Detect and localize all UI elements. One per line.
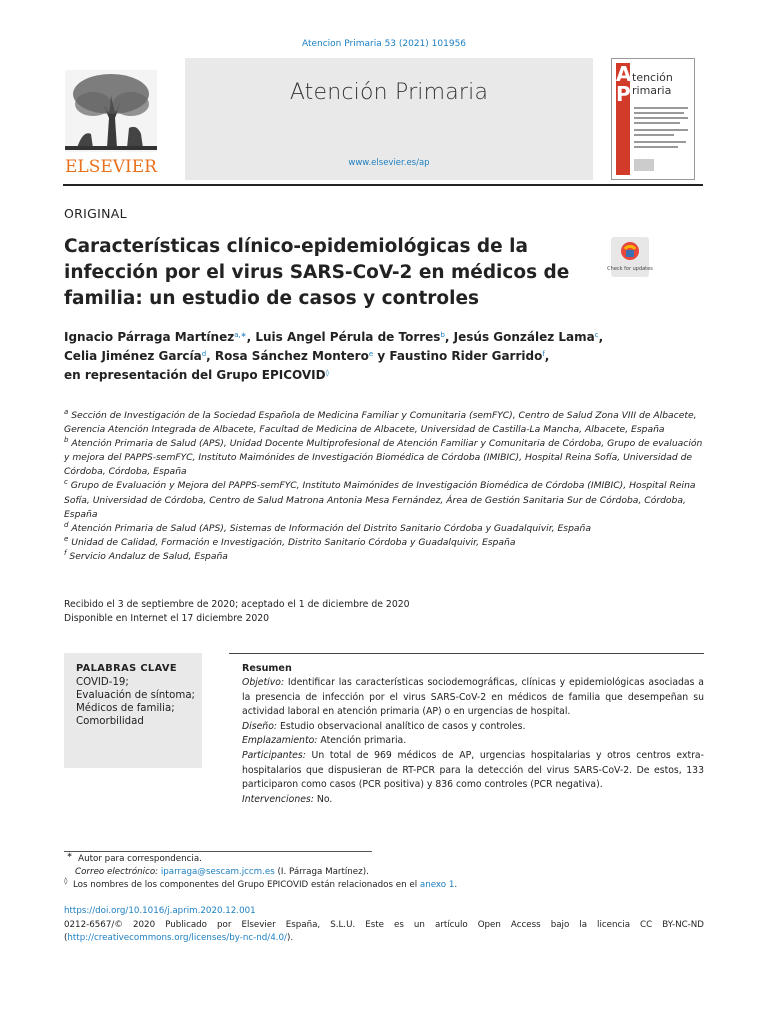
journal-title: Atención Primaria	[289, 80, 489, 105]
cover-title-line2: rimaria	[632, 84, 672, 97]
journal-url[interactable]: www.elsevier.es/ap	[348, 158, 430, 168]
group-note-text: Los nombres de los componentes del Grupo EPICOVID están relacionados en el	[73, 880, 418, 891]
abstract-section-label: Emplazamiento:	[242, 735, 318, 747]
abstract-section	[242, 749, 704, 793]
abstract-section	[242, 720, 704, 735]
email-label: Correo electrónico:	[75, 867, 159, 878]
author-list	[64, 328, 704, 385]
doi-link[interactable]: https://doi.org/10.1016/j.aprim.2020.12.001	[64, 906, 256, 916]
abstract-section-text: No.	[316, 793, 333, 805]
corresponding-author-note	[64, 853, 704, 866]
corresponding-mark: ∗	[66, 851, 73, 859]
affiliation-item	[64, 409, 710, 437]
affiliation-text: Sección de Investigación de la Sociedad Española de Medicina Familiar y Comunitaria (semFYC), Centro de Salud Zona VIII de Albacete, Gerencia Atención Integrada de Albacete, Facultad de Medicina de Albacete, Universidad de Castilla-La Mancha, Albacete, España	[64, 410, 697, 436]
author-separator: ,	[598, 330, 604, 344]
affiliation-list	[64, 409, 710, 564]
author-name: Ignacio Párraga Martínez	[64, 330, 235, 344]
affiliation-text: Grupo de Evaluación y Mejora del PAPPS-semFYC, Instituto Maimónides de Investigación Biomédica de Córdoba (IMIBIC), Hospital Reina Sofía, Universidad de Córdoba, Centro de Salud Matrona Antonia Mesa Fernández, Área de Gestión Sanitaria Sur de Córdoba, Córdoba, España	[64, 480, 696, 520]
cover-title-line1: tención	[632, 71, 673, 84]
author-separator: ,	[246, 330, 256, 344]
abstract	[242, 662, 704, 807]
masthead	[63, 58, 703, 186]
keyword-item: Comorbilidad	[76, 716, 144, 727]
affiliation-text: Atención Primaria de Salud (APS), Sistemas de Información del Distrito Sanitario Córdoba y Guadalquivir, España	[71, 522, 591, 534]
author-email-link[interactable]: iparraga@sescam.jccm.es	[160, 867, 275, 878]
article-dates	[64, 598, 410, 626]
email-owner: (I. Párraga Martínez).	[277, 867, 369, 878]
abstract-section-label: Objetivo:	[242, 677, 285, 688]
abstract-section-text: Atención primaria.	[320, 735, 407, 747]
elsevier-tree-icon	[63, 68, 159, 178]
abstract-section	[242, 676, 704, 720]
abstract-section-label: Diseño:	[242, 720, 278, 732]
masthead-divider	[63, 184, 703, 186]
abstract-heading: Resumen	[242, 663, 292, 674]
footnotes	[64, 853, 704, 893]
affiliation-item	[64, 536, 710, 550]
author-separator: y	[373, 349, 390, 363]
keywords-box	[64, 653, 202, 768]
author-name: Jesús González Lama	[453, 330, 595, 344]
crossmark-label: Check for updates	[607, 266, 653, 272]
article-title: Características clínico-epidemiológicas de la infección por el virus SARS-CoV-2 en médicos de familia: un estudio de casos y controles	[64, 236, 570, 309]
journal-citation[interactable]: Atencion Primaria 53 (2021) 101956	[301, 39, 467, 49]
abstract-divider	[229, 653, 704, 654]
footnote-divider	[64, 851, 372, 852]
license-text: 0212-6567/© 2020 Publicado por Elsevier España, S.L.U. Este es un artículo Open Access bajo la licencia CC BY-NC-ND (	[64, 920, 704, 944]
corresponding-text: Autor para correspondencia.	[78, 854, 202, 864]
abstract-section-text: Un total de 969 médicos de AP, urgencias hospitalarias y otros centros extra-hospitalarios que dispusieran de RT-PCR para la detección del virus SARS-CoV-2. De estos, 133 participaron como casos (PCR positiva) y 836 como controles (PCR negativa).	[242, 749, 704, 791]
keyword-item: Médicos de familia;	[76, 703, 175, 714]
affiliation-item	[64, 479, 710, 521]
affiliation-text: Unidad de Calidad, Formación e Investigación, Distrito Sanitario Córdoba y Guadalquivir, España	[71, 536, 516, 548]
author-separator: ,	[444, 330, 454, 344]
license-statement	[64, 919, 704, 945]
svg-text:A: A	[616, 62, 632, 86]
received-accepted-date: Recibido el 3 de septiembre de 2020; aceptado el 1 de diciembre de 2020	[64, 599, 410, 610]
online-date: Disponible en Internet el 17 diciembre 2020	[64, 613, 270, 624]
affiliation-text: Servicio Andaluz de Salud, España	[69, 550, 228, 562]
author-name: Celia Jiménez García	[64, 349, 202, 363]
journal-cover-icon	[612, 59, 694, 179]
article-type: ORIGINAL	[64, 206, 127, 221]
author-separator: ,	[206, 349, 215, 363]
keyword-item: COVID-19;	[76, 677, 129, 688]
affiliation-key: e	[64, 534, 69, 543]
group-mark: ◊	[64, 877, 68, 886]
affiliation-key: c	[64, 478, 68, 487]
abstract-section	[242, 734, 704, 749]
affiliation-item	[64, 522, 710, 536]
affiliation-item	[64, 437, 710, 479]
annex-link[interactable]: anexo 1	[419, 880, 455, 891]
group-note-end: .	[454, 880, 458, 891]
journal-banner	[185, 58, 593, 180]
keywords-heading: PALABRAS CLAVE	[76, 663, 177, 674]
abstract-body	[242, 676, 704, 807]
license-link[interactable]: http://creativecommons.org/licenses/by-nc-nd/4.0/	[67, 933, 287, 944]
abstract-section	[242, 793, 704, 808]
affiliation-text: Atención Primaria de Salud (APS), Unidad Docente Multiprofesional de Atención Familiar y Comunitaria de Córdoba, Grupo de evaluación y mejora del PAPPS-semFYC, Instituto Maimónides de Investigación Biomédica de Córdoba (IMIBIC), Hospital Reina Sofía, Universidad de Córdoba, Córdoba, España	[64, 438, 703, 478]
author-affiliation-marker[interactable]: ◊	[325, 369, 330, 377]
elsevier-logo	[63, 68, 159, 178]
author-separator: ,	[544, 349, 550, 363]
affiliation-key: b	[64, 436, 69, 445]
author-name: en representación del Grupo EPICOVID	[64, 368, 326, 382]
affiliation-key: a	[64, 408, 69, 416]
affiliation-key: d	[64, 520, 69, 529]
publisher-name: ELSEVIER	[65, 157, 157, 177]
journal-cover-thumbnail[interactable]	[611, 58, 695, 180]
keyword-item: Evaluación de síntoma;	[76, 690, 195, 701]
abstract-section-text: Identificar las características sociodemográficas, clínicas y epidemiológicas asociadas a la presencia de infección por el virus SARS-CoV-2 en médicos de familia que desempeñan su actividad laboral en atención primaria (AP) o en urgencias de hospital.	[242, 677, 704, 718]
keywords-list	[64, 676, 202, 728]
author-name: Rosa Sánchez Montero	[214, 349, 369, 363]
author-affiliation-marker[interactable]: c	[594, 331, 599, 339]
check-for-updates-icon	[607, 237, 653, 277]
license-end: ).	[286, 933, 294, 944]
author-affiliation-marker[interactable]: f	[542, 350, 545, 358]
svg-text:P: P	[616, 82, 631, 106]
abstract-section-text: Estudio observacional analítico de casos y controles.	[280, 720, 526, 732]
author-affiliation-marker[interactable]: b	[440, 331, 445, 339]
author-affiliation-marker[interactable]: e	[368, 350, 374, 358]
affiliation-key: f	[64, 548, 67, 557]
author-name: Faustino Rider Garrido	[389, 349, 543, 363]
author-affiliation-marker[interactable]: a,∗	[234, 331, 247, 339]
abstract-section-label: Intervenciones:	[242, 793, 314, 805]
email-note	[64, 866, 704, 879]
crossmark-badge[interactable]	[607, 237, 653, 277]
group-note	[64, 879, 704, 892]
author-affiliation-marker[interactable]: d	[201, 350, 207, 358]
affiliation-item	[64, 550, 710, 564]
abstract-section-label: Participantes:	[242, 749, 306, 761]
author-name: Luis Angel Pérula de Torres	[255, 330, 441, 344]
